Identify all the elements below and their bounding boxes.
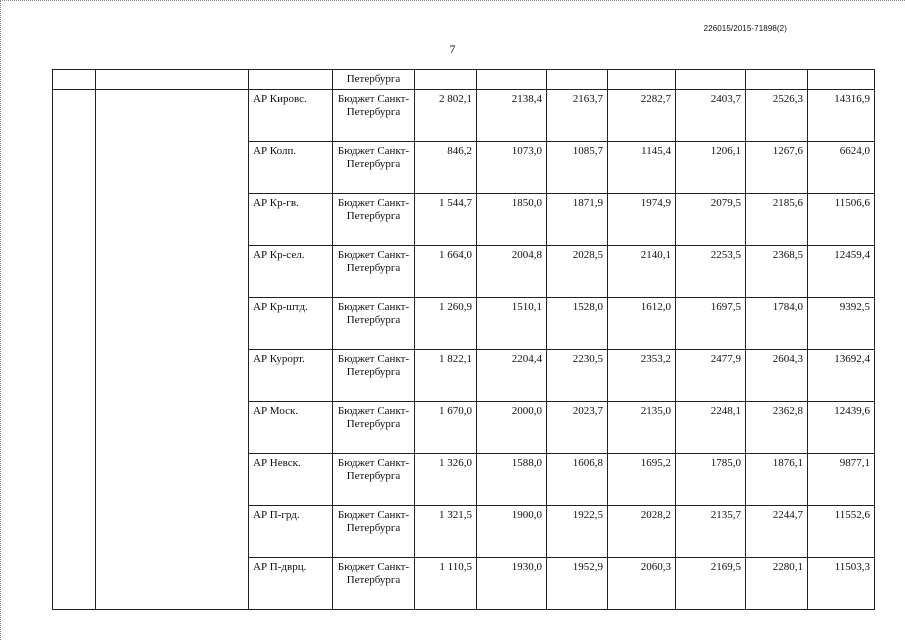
cell-value: 1 664,0 bbox=[415, 246, 477, 298]
document-id: 226015/2015-71898(2) bbox=[703, 24, 787, 33]
cell-value: 2140,1 bbox=[608, 246, 676, 298]
cell-empty-b bbox=[96, 246, 249, 298]
cell-value: 1528,0 bbox=[547, 298, 608, 350]
cell-source: Бюджет Санкт-Петербурга bbox=[333, 558, 415, 610]
cell-value: 2 802,1 bbox=[415, 90, 477, 142]
cell-empty-b bbox=[96, 70, 249, 90]
cell-value: 2185,6 bbox=[746, 194, 808, 246]
cell-source: Петербурга bbox=[333, 70, 415, 90]
cell-empty-a bbox=[53, 90, 96, 142]
cell-value: 2244,7 bbox=[746, 506, 808, 558]
cell-name: АР Колп. bbox=[249, 142, 333, 194]
cell-empty-b bbox=[96, 454, 249, 506]
table-row bbox=[53, 298, 875, 350]
cell-empty-a bbox=[53, 142, 96, 194]
cell-source: Бюджет Санкт-Петербурга bbox=[333, 506, 415, 558]
cell-value: 2526,3 bbox=[746, 90, 808, 142]
table-row bbox=[53, 350, 875, 402]
cell-value: 1871,9 bbox=[547, 194, 608, 246]
cell-value: 1850,0 bbox=[477, 194, 547, 246]
cell-empty-a bbox=[53, 402, 96, 454]
cell-value: 2403,7 bbox=[676, 90, 746, 142]
cell-empty-a bbox=[53, 454, 96, 506]
cell-value bbox=[477, 70, 547, 90]
cell-value: 1510,1 bbox=[477, 298, 547, 350]
cell-value: 12459,4 bbox=[808, 246, 875, 298]
cell-value: 2248,1 bbox=[676, 402, 746, 454]
cell-name bbox=[249, 70, 333, 90]
cell-value: 1073,0 bbox=[477, 142, 547, 194]
cell-value: 1267,6 bbox=[746, 142, 808, 194]
cell-value: 1930,0 bbox=[477, 558, 547, 610]
cell-value: 11552,6 bbox=[808, 506, 875, 558]
cell-name: АР Невск. bbox=[249, 454, 333, 506]
table-row bbox=[53, 402, 875, 454]
cell-name: АР П-грд. bbox=[249, 506, 333, 558]
cell-source: Бюджет Санкт-Петербурга bbox=[333, 350, 415, 402]
cell-source: Бюджет Санкт-Петербурга bbox=[333, 402, 415, 454]
cell-value: 9392,5 bbox=[808, 298, 875, 350]
cell-name: АР Кр-гв. bbox=[249, 194, 333, 246]
table-row bbox=[53, 506, 875, 558]
cell-value: 2135,0 bbox=[608, 402, 676, 454]
cell-value: 1922,5 bbox=[547, 506, 608, 558]
cell-value: 2204,4 bbox=[477, 350, 547, 402]
cell-value: 2368,5 bbox=[746, 246, 808, 298]
cell-empty-b bbox=[96, 142, 249, 194]
cell-source: Бюджет Санкт-Петербурга bbox=[333, 246, 415, 298]
cell-source: Бюджет Санкт-Петербурга bbox=[333, 194, 415, 246]
cell-value: 1085,7 bbox=[547, 142, 608, 194]
cell-value: 2282,7 bbox=[608, 90, 676, 142]
cell-value: 9877,1 bbox=[808, 454, 875, 506]
cell-empty-b bbox=[96, 350, 249, 402]
cell-empty-a bbox=[53, 246, 96, 298]
cell-empty-b bbox=[96, 194, 249, 246]
cell-empty-a bbox=[53, 194, 96, 246]
cell-value: 2023,7 bbox=[547, 402, 608, 454]
cell-value: 1876,1 bbox=[746, 454, 808, 506]
table-row bbox=[53, 194, 875, 246]
cell-value: 1 326,0 bbox=[415, 454, 477, 506]
cell-value: 1612,0 bbox=[608, 298, 676, 350]
cell-value bbox=[547, 70, 608, 90]
cell-value: 1 670,0 bbox=[415, 402, 477, 454]
cell-value: 1206,1 bbox=[676, 142, 746, 194]
table-row bbox=[53, 90, 875, 142]
table-row bbox=[53, 142, 875, 194]
cell-source: Бюджет Санкт-Петербурга bbox=[333, 454, 415, 506]
cell-value: 1974,9 bbox=[608, 194, 676, 246]
cell-value: 2230,5 bbox=[547, 350, 608, 402]
cell-value: 2028,2 bbox=[608, 506, 676, 558]
table-body bbox=[53, 70, 875, 610]
cell-name: АР П-дврц. bbox=[249, 558, 333, 610]
cell-name: АР Кр-штд. bbox=[249, 298, 333, 350]
cell-value: 1785,0 bbox=[676, 454, 746, 506]
cell-empty-b bbox=[96, 558, 249, 610]
cell-value: 2253,5 bbox=[676, 246, 746, 298]
cell-value bbox=[415, 70, 477, 90]
cell-value: 2138,4 bbox=[477, 90, 547, 142]
cell-empty-a bbox=[53, 298, 96, 350]
cell-value: 1 822,1 bbox=[415, 350, 477, 402]
cell-name: АР Кр-сел. bbox=[249, 246, 333, 298]
cell-value: 1 110,5 bbox=[415, 558, 477, 610]
cell-name: АР Курорт. bbox=[249, 350, 333, 402]
cell-value: 1145,4 bbox=[608, 142, 676, 194]
table-row-continuation bbox=[53, 70, 875, 90]
cell-value bbox=[608, 70, 676, 90]
cell-value: 1588,0 bbox=[477, 454, 547, 506]
cell-value: 1695,2 bbox=[608, 454, 676, 506]
page-number: 7 bbox=[449, 42, 456, 56]
cell-empty-b bbox=[96, 90, 249, 142]
cell-value: 2028,5 bbox=[547, 246, 608, 298]
table-row bbox=[53, 246, 875, 298]
cell-value: 11503,3 bbox=[808, 558, 875, 610]
cell-empty-b bbox=[96, 402, 249, 454]
cell-value: 1784,0 bbox=[746, 298, 808, 350]
cell-value: 2362,8 bbox=[746, 402, 808, 454]
cell-value bbox=[808, 70, 875, 90]
cell-source: Бюджет Санкт-Петербурга bbox=[333, 142, 415, 194]
cell-value: 1900,0 bbox=[477, 506, 547, 558]
cell-empty-b bbox=[96, 506, 249, 558]
budget-table bbox=[52, 69, 875, 610]
cell-value: 2004,8 bbox=[477, 246, 547, 298]
cell-value: 11506,6 bbox=[808, 194, 875, 246]
cell-empty-a bbox=[53, 350, 96, 402]
cell-value: 2169,5 bbox=[676, 558, 746, 610]
cell-empty-a bbox=[53, 506, 96, 558]
cell-value: 13692,4 bbox=[808, 350, 875, 402]
cell-value: 1697,5 bbox=[676, 298, 746, 350]
cell-source: Бюджет Санкт-Петербурга bbox=[333, 90, 415, 142]
cell-value: 2060,3 bbox=[608, 558, 676, 610]
cell-value: 2163,7 bbox=[547, 90, 608, 142]
cell-value: 12439,6 bbox=[808, 402, 875, 454]
cell-value: 1 260,9 bbox=[415, 298, 477, 350]
cell-value: 6624,0 bbox=[808, 142, 875, 194]
cell-empty-a bbox=[53, 70, 96, 90]
cell-value: 2353,2 bbox=[608, 350, 676, 402]
cell-value: 2477,9 bbox=[676, 350, 746, 402]
cell-value: 2604,3 bbox=[746, 350, 808, 402]
cell-empty-b bbox=[96, 298, 249, 350]
cell-source: Бюджет Санкт-Петербурга bbox=[333, 298, 415, 350]
table-row bbox=[53, 558, 875, 610]
cell-value bbox=[746, 70, 808, 90]
cell-value: 1606,8 bbox=[547, 454, 608, 506]
cell-value: 2135,7 bbox=[676, 506, 746, 558]
cell-value: 1 544,7 bbox=[415, 194, 477, 246]
cell-value: 14316,9 bbox=[808, 90, 875, 142]
cell-value: 2079,5 bbox=[676, 194, 746, 246]
cell-value: 1 321,5 bbox=[415, 506, 477, 558]
cell-value bbox=[676, 70, 746, 90]
cell-value: 846,2 bbox=[415, 142, 477, 194]
table-row bbox=[53, 454, 875, 506]
cell-value: 2000,0 bbox=[477, 402, 547, 454]
cell-value: 2280,1 bbox=[746, 558, 808, 610]
cell-name: АР Моск. bbox=[249, 402, 333, 454]
cell-value: 1952,9 bbox=[547, 558, 608, 610]
cell-empty-a bbox=[53, 558, 96, 610]
cell-name: АР Кировс. bbox=[249, 90, 333, 142]
